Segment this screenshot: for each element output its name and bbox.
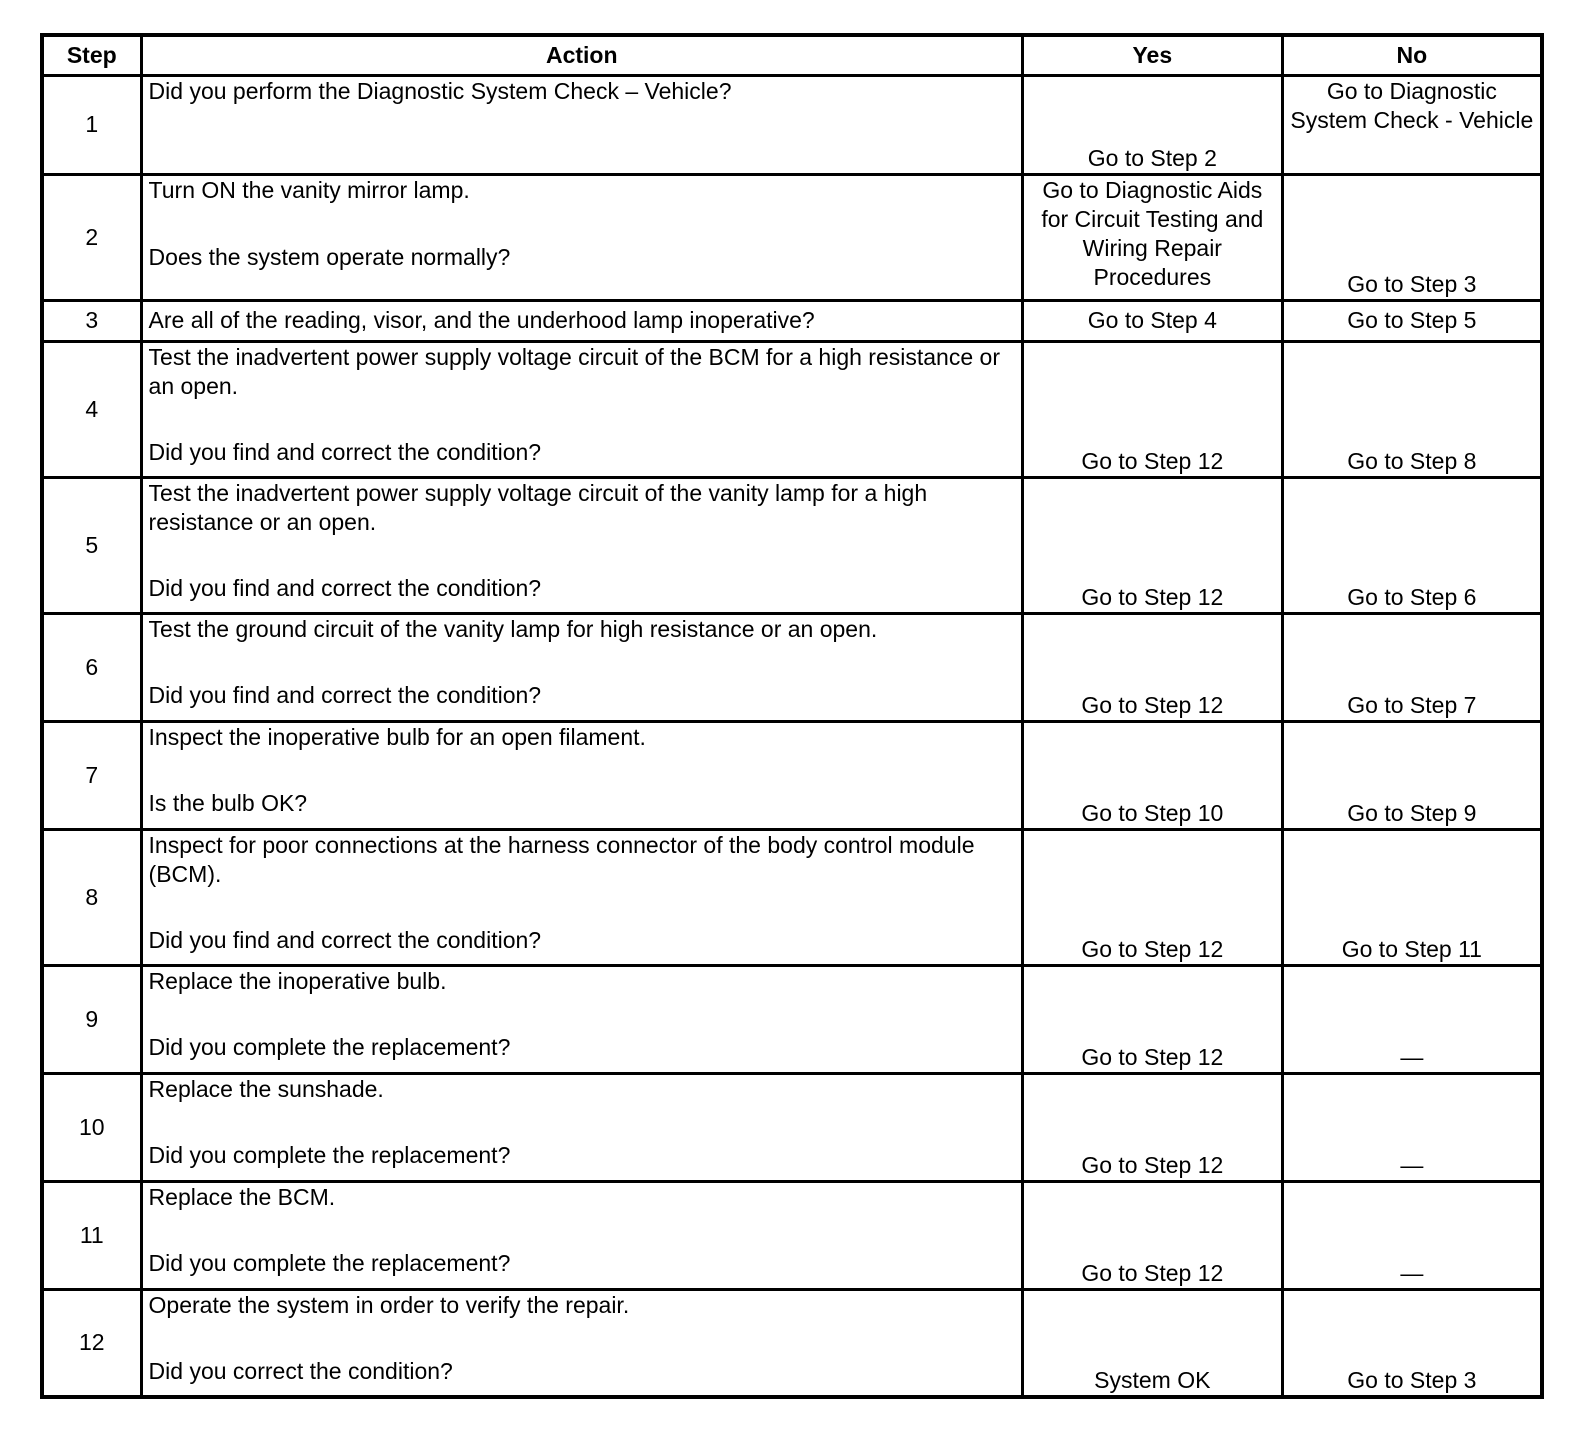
no-result: Go to Step 8 xyxy=(1282,341,1542,477)
action-text: Replace the inoperative bulb. xyxy=(148,967,447,994)
question-text: Did you find and correct the condition? xyxy=(148,438,542,465)
action-cell xyxy=(141,75,1022,174)
question-text: Did you complete the replacement? xyxy=(148,1033,511,1060)
action-cell xyxy=(141,1073,1022,1181)
question-text: Did you complete the replacement? xyxy=(148,1141,511,1168)
no-result: — xyxy=(1282,1181,1542,1289)
action-text: Operate the system in order to verify the repair. xyxy=(148,1291,630,1318)
yes-result: Go to Step 12 xyxy=(1022,341,1282,477)
no-result: Go to Step 7 xyxy=(1282,613,1542,721)
header-row xyxy=(42,35,1542,75)
table-row xyxy=(42,1289,1542,1397)
diagnostic-table xyxy=(40,33,1544,1399)
question-text: Did you find and correct the condition? xyxy=(148,926,542,953)
yes-result: Go to Step 2 xyxy=(1022,75,1282,174)
yes-result: Go to Step 12 xyxy=(1022,613,1282,721)
no-result: — xyxy=(1282,965,1542,1073)
action-cell xyxy=(141,721,1022,829)
no-result: — xyxy=(1282,1073,1542,1181)
yes-result: Go to Step 4 xyxy=(1022,300,1282,341)
action-cell xyxy=(141,965,1022,1073)
yes-result: Go to Step 12 xyxy=(1022,965,1282,1073)
table-row xyxy=(42,341,1542,477)
step-number: 10 xyxy=(42,1073,141,1181)
yes-result: Go to Step 10 xyxy=(1022,721,1282,829)
step-number: 3 xyxy=(42,300,141,341)
step-number: 12 xyxy=(42,1289,141,1397)
table-row xyxy=(42,1181,1542,1289)
no-header: No xyxy=(1282,35,1542,75)
no-result: Go to Step 3 xyxy=(1282,1289,1542,1397)
step-number: 5 xyxy=(42,477,141,613)
action-text: Did you perform the Diagnostic System Check – Vehicle? xyxy=(148,77,732,104)
step-number: 7 xyxy=(42,721,141,829)
no-result: Go to Diagnostic System Check - Vehicle xyxy=(1282,75,1542,174)
yes-result: Go to Step 12 xyxy=(1022,829,1282,965)
question-text: Did you find and correct the condition? xyxy=(148,574,542,601)
yes-header: Yes xyxy=(1022,35,1282,75)
step-number: 1 xyxy=(42,75,141,174)
question-text: Did you complete the replacement? xyxy=(148,1249,511,1276)
step-number: 9 xyxy=(42,965,141,1073)
action-text: Inspect the inoperative bulb for an open filament. xyxy=(148,723,646,750)
action-text: Test the inadvertent power supply voltage circuit of the vanity lamp for a high resistance or an open. xyxy=(148,479,928,535)
step-number: 6 xyxy=(42,613,141,721)
action-text: Test the ground circuit of the vanity lamp for high resistance or an open. xyxy=(148,615,878,642)
no-result: Go to Step 6 xyxy=(1282,477,1542,613)
action-text: Turn ON the vanity mirror lamp. xyxy=(148,176,470,203)
table-row xyxy=(42,75,1542,174)
no-result: Go to Step 9 xyxy=(1282,721,1542,829)
action-text: Replace the sunshade. xyxy=(148,1075,384,1102)
question-text: Did you correct the condition? xyxy=(148,1357,453,1384)
step-header: Step xyxy=(42,35,141,75)
action-text: Test the inadvertent power supply voltage circuit of the BCM for a high resistance or an open. xyxy=(148,343,1000,399)
yes-result: Go to Diagnostic Aids for Circuit Testing and Wiring Repair Procedures xyxy=(1022,174,1282,300)
yes-result: Go to Step 12 xyxy=(1022,1181,1282,1289)
action-cell xyxy=(141,300,1022,341)
table-row xyxy=(42,1073,1542,1181)
action-text: Replace the BCM. xyxy=(148,1183,336,1210)
no-result: Go to Step 5 xyxy=(1282,300,1542,341)
action-cell xyxy=(141,1181,1022,1289)
step-number: 8 xyxy=(42,829,141,965)
question-text: Is the bulb OK? xyxy=(148,789,308,816)
action-header: Action xyxy=(141,35,1022,75)
question-text: Does the system operate normally? xyxy=(148,243,511,270)
yes-result: Go to Step 12 xyxy=(1022,1073,1282,1181)
action-cell xyxy=(141,477,1022,613)
action-cell xyxy=(141,174,1022,300)
table-row xyxy=(42,613,1542,721)
table-row xyxy=(42,300,1542,341)
action-cell xyxy=(141,829,1022,965)
action-cell xyxy=(141,1289,1022,1397)
no-result: Go to Step 11 xyxy=(1282,829,1542,965)
action-cell xyxy=(141,341,1022,477)
yes-result: Go to Step 12 xyxy=(1022,477,1282,613)
step-number: 11 xyxy=(42,1181,141,1289)
action-text: Are all of the reading, visor, and the underhood lamp inoperative? xyxy=(148,307,815,333)
table-row xyxy=(42,721,1542,829)
table-row xyxy=(42,477,1542,613)
yes-result: System OK xyxy=(1022,1289,1282,1397)
table-row xyxy=(42,965,1542,1073)
question-text: Did you find and correct the condition? xyxy=(148,681,542,708)
no-result: Go to Step 3 xyxy=(1282,174,1542,300)
step-number: 4 xyxy=(42,341,141,477)
step-number: 2 xyxy=(42,174,141,300)
action-cell xyxy=(141,613,1022,721)
action-text: Inspect for poor connections at the harness connector of the body control module (BCM). xyxy=(148,831,975,887)
table-row xyxy=(42,829,1542,965)
table-row xyxy=(42,174,1542,300)
